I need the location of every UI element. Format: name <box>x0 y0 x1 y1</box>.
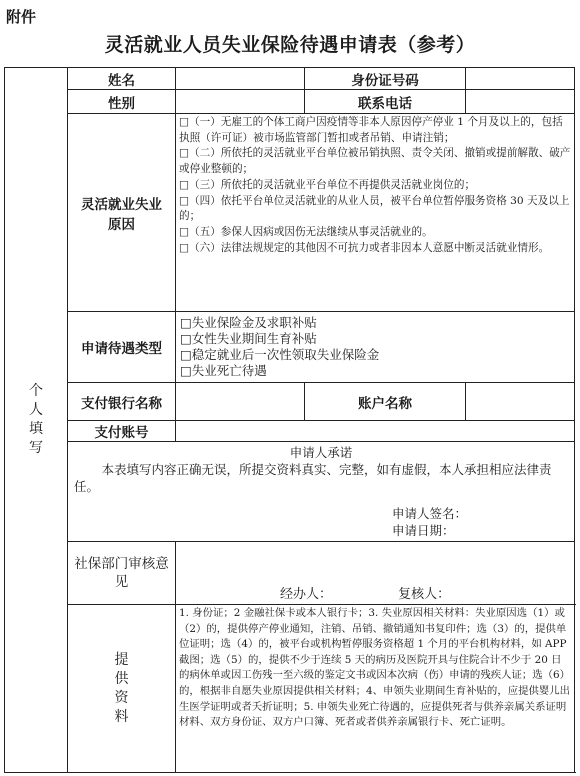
benefit-type-label: 申请待遇类型 <box>68 312 176 383</box>
gender-label: 性别 <box>68 90 176 114</box>
benefit-option-lump-sum[interactable]: □稳定就业后一次性领取失业保险金 <box>180 347 380 362</box>
applicant-promise <box>68 442 575 542</box>
bank-name-field[interactable] <box>176 383 305 421</box>
account-name-label: 账户名称 <box>305 383 466 421</box>
reason-option-3[interactable]: □（三）所依托的灵活就业平台单位不再提供灵活就业岗位的； <box>179 178 476 191</box>
reason-option-4[interactable]: □（四）依托平台单位灵活就业的从业人员，被平台单位暂停服务资格 30 天及以上的； <box>179 194 570 223</box>
benefit-type-options <box>176 312 575 383</box>
bank-name-label: 支付银行名称 <box>68 383 176 421</box>
unemployment-reason-label: 灵活就业失业原因 <box>68 114 176 312</box>
account-number-field[interactable] <box>176 421 575 442</box>
promise-text: 本表填写内容正确无误，所提交资料真实、完整，如有虚假，本人承担相应法律责任。 <box>74 462 552 494</box>
application-date-label[interactable]: 申请日期： <box>392 523 455 538</box>
name-field[interactable] <box>176 68 305 90</box>
reason-option-2[interactable]: □（二）所依托的灵活就业平台单位被吊销执照、责令关闭、撤销或提前解散、破产或停业整顿的； <box>179 147 571 176</box>
handler-label[interactable]: 经办人： <box>280 587 333 602</box>
required-materials-text: 1. 身份证；2 金融社保卡或本人银行卡；3. 失业原因相关材料：失业原因选（1）或（2）的，提供停产停业通知，注销、吊销、撤销通知书复印件；选（3）的，提供单位证明；选（4）的，被平台或机构暂停服务资格超 1 个月的平台机构材料，如 APP 截图；选（5）的，提供不少于连续 5 天的病历及医院开具与住院合计不少于 20 日的病休单或因工伤残一至六级的鉴定文书或因本次病（伤）申请的残疾人证；选（6）的，根据非自愿失业原因提供相关材料；4、申领失业期间生育补贴的，应提供婴儿出生医学证明或者夭折证明；5. 申领失业死亡待遇的，应提供死者与供养亲属关系证明材料、双方身份证、双方户口簿、死者或者供养亲属银行卡、死亡证明。 <box>176 605 575 773</box>
phone-field[interactable] <box>466 90 575 114</box>
name-label: 姓名 <box>68 68 176 90</box>
phone-label: 联系电话 <box>305 90 466 114</box>
reason-option-5[interactable]: □（五）参保人因病或因伤无法继续从事灵活就业的。 <box>179 225 433 238</box>
reason-option-1[interactable]: □（一）无雇工的个体工商户因疫情等非本人原因停产停业 1 个月及以上的，包括执照（许可证）被市场监管部门暂扣或者吊销、申请注销； <box>179 116 563 144</box>
account-name-field[interactable] <box>466 383 575 421</box>
review-section-side-label: 社保部门审核意见 <box>68 542 176 605</box>
materials-section-side-label: 提 供 资 料 <box>68 605 176 773</box>
gender-field[interactable] <box>176 90 305 114</box>
review-signatures <box>176 542 575 605</box>
reviewer-label[interactable]: 复核人： <box>398 587 451 602</box>
benefit-option-unemployment-insurance[interactable]: □失业保险金及求职补贴 <box>180 315 317 330</box>
id-number-label: 身份证号码 <box>305 68 466 90</box>
promise-title: 申请人承诺 <box>289 445 353 460</box>
id-number-field[interactable] <box>466 68 575 90</box>
applicant-signature-label[interactable]: 申请人签名： <box>392 506 468 521</box>
form-title: 灵活就业人员失业保险待遇申请表（参考） <box>104 34 476 56</box>
account-number-label: 支付账号 <box>68 421 176 442</box>
personal-section-side-label: 个 人 填 写 <box>5 68 68 773</box>
attachment-label: 附件 <box>6 8 37 26</box>
benefit-option-maternity-subsidy[interactable]: □女性失业期间生育补贴 <box>180 331 317 346</box>
unemployment-reason-options <box>176 114 575 312</box>
benefit-option-death-benefit[interactable]: □失业死亡待遇 <box>180 363 267 378</box>
reason-option-6[interactable]: □（六）法律法规规定的其他因不可抗力或者非因本人意愿中断灵活就业情形。 <box>179 241 550 254</box>
application-form-table <box>4 67 575 773</box>
